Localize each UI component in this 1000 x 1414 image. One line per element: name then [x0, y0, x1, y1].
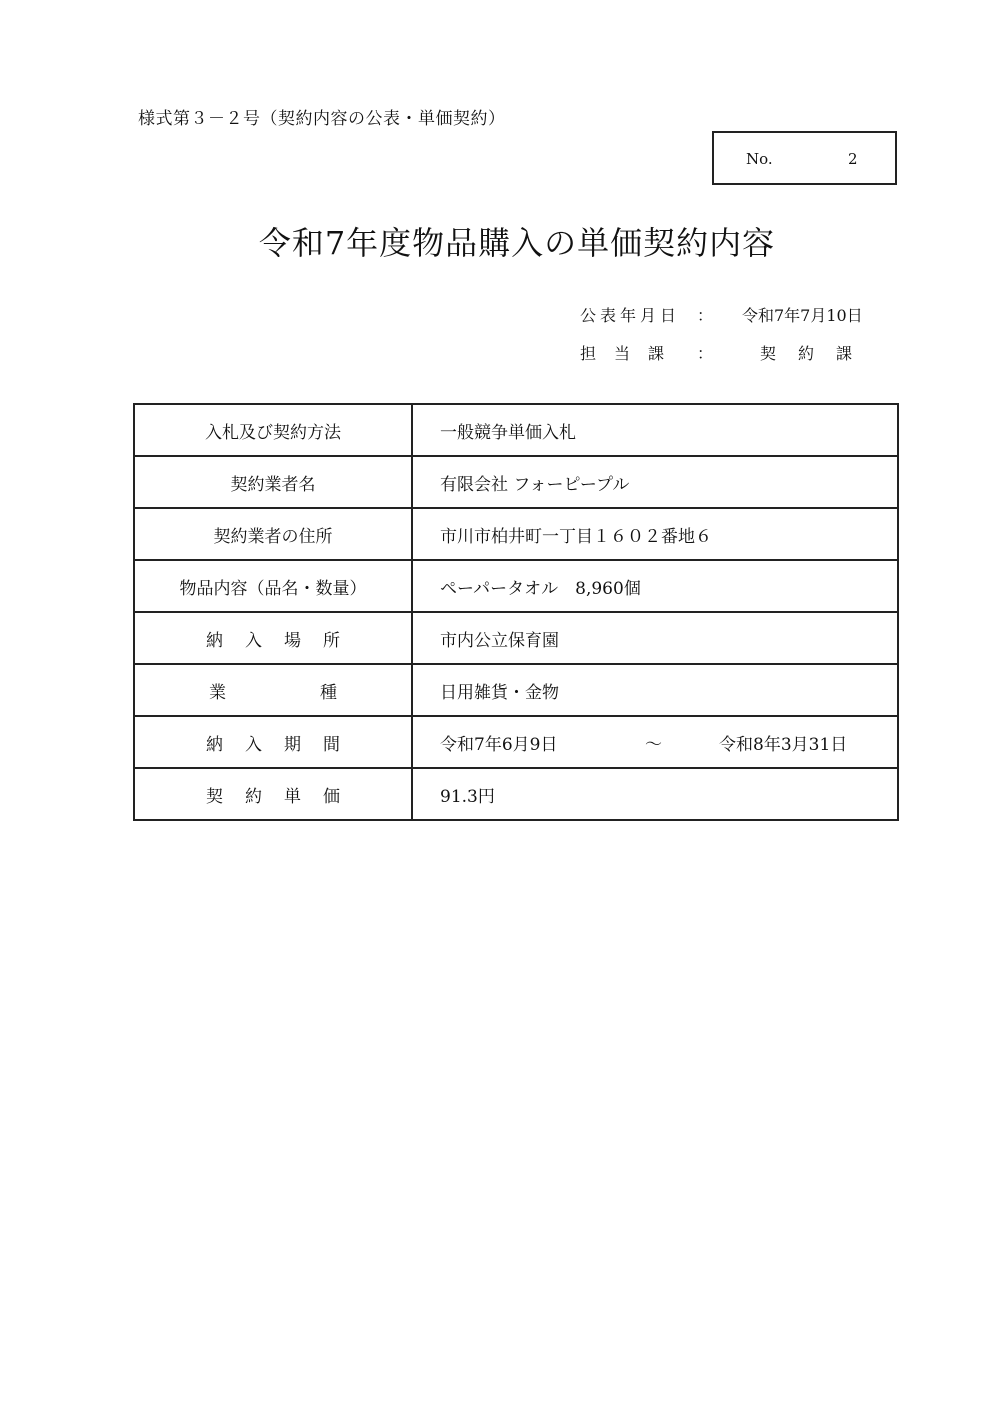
- row-value-contractor-address: 市川市柏井町一丁目１６０２番地６: [412, 508, 898, 560]
- table-row: [134, 612, 898, 664]
- table-row: [134, 716, 898, 768]
- row-label-goods: 物品内容（品名・数量）: [134, 560, 412, 612]
- contract-details-table: [133, 403, 899, 821]
- row-value-industry: 日用雑貨・金物: [412, 664, 898, 716]
- table-row: [134, 664, 898, 716]
- period-start: 令和7年6月9日: [440, 734, 558, 755]
- row-label-unit-price: 契約単価: [206, 786, 362, 807]
- publish-date-value: 令和7年7月10日: [742, 306, 863, 325]
- table-row: [134, 560, 898, 612]
- table-row: [134, 508, 898, 560]
- document-number-box: [712, 131, 897, 185]
- document-number-value: 2: [848, 150, 858, 168]
- row-value-goods: ペーパータオル 8,960個: [412, 560, 898, 612]
- row-value-unit-price: 91.3円: [412, 768, 898, 820]
- table-row: [134, 456, 898, 508]
- row-value-delivery-period: [412, 716, 898, 768]
- table-row: [134, 768, 898, 820]
- row-value-delivery-place: 市内公立保育園: [412, 612, 898, 664]
- form-identifier: 様式第３－２号（契約内容の公表・単価契約）: [138, 109, 506, 129]
- table-row: [134, 404, 898, 456]
- department-label: 担当課: [580, 344, 683, 363]
- publish-date-label: 公表年月日: [580, 306, 681, 325]
- department-value: 契約課: [760, 344, 875, 363]
- row-value-contractor-name: 有限会社 フォーピープル: [412, 456, 898, 508]
- publish-date-colon: ：: [697, 306, 714, 325]
- row-label-industry: 業種: [209, 682, 337, 703]
- period-separator: ～: [645, 734, 662, 755]
- period-end: 令和8年3月31日: [719, 734, 848, 755]
- row-label-contractor-name: 契約業者名: [134, 456, 412, 508]
- page-title: 令和7年度物品購入の単価契約内容: [258, 224, 776, 262]
- row-label-delivery-period: 納入期間: [206, 734, 362, 755]
- row-value-bidding-method: 一般競争単価入札: [412, 404, 898, 456]
- document-number-label: No.: [746, 150, 773, 168]
- row-label-delivery-place: 納入場所: [206, 630, 362, 651]
- department-colon: ：: [697, 344, 714, 363]
- row-label-bidding-method: 入札及び契約方法: [134, 404, 412, 456]
- row-label-contractor-address: 契約業者の住所: [134, 508, 412, 560]
